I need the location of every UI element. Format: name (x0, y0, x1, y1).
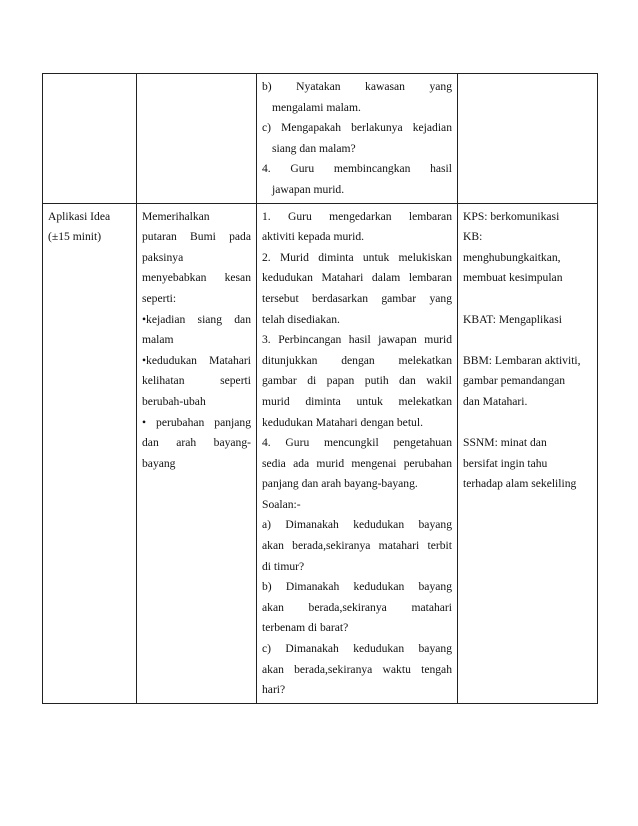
cell-line: panjang dan arah bayang-bayang. (262, 477, 418, 491)
cell-line: akan berada,sekiranya matahari terbit (262, 539, 452, 553)
cell-line: BBM: Lembaran aktiviti, (463, 353, 581, 367)
cell-line: •kedudukan Matahari (142, 353, 251, 367)
cell-line: murid diminta untuk melekatkan (262, 394, 452, 408)
cell-line: KPS: berkomunikasi (463, 209, 560, 223)
cell-line: malam (142, 333, 174, 347)
cell-notes-empty (458, 74, 598, 204)
cell-line: b) Dimanakah kedudukan bayang (262, 580, 452, 594)
cell-notes (458, 203, 598, 703)
cell-line: c) Mengapakah berlakunya kejadian (262, 121, 452, 135)
cell-line: 2. Murid diminta untuk melukiskan (262, 250, 452, 264)
cell-line: kedudukan Matahari dengan betul. (262, 415, 423, 429)
cell-line: dan Matahari. (463, 394, 528, 408)
table-row-continuation (43, 74, 598, 204)
cell-phase (43, 203, 137, 703)
cell-line: di timur? (262, 559, 305, 573)
cell-line: aktiviti kepada murid. (262, 230, 365, 244)
cell-line: sedia ada murid mengenai perubahan (262, 456, 452, 470)
cell-line: KB: (463, 230, 483, 244)
cell-line: (±15 minit) (48, 230, 102, 244)
cell-content-empty (137, 74, 257, 204)
lesson-plan-table (42, 73, 598, 704)
cell-line: menghubungkaitkan, (463, 250, 561, 264)
cell-line: dan arah bayang- (142, 436, 251, 450)
cell-line: telah disediakan. (262, 312, 340, 326)
cell-line: seperti: (142, 291, 177, 305)
cell-line: b) Nyatakan kawasan yang (262, 80, 452, 93)
cell-line: bayang (142, 456, 176, 470)
cell-line: gambar pemandangan (463, 374, 566, 388)
cell-line: Memerihalkan (142, 209, 210, 223)
cell-line: 4. Guru membincangkan hasil (262, 162, 452, 176)
cell-line: 1. Guru mengedarkan lembaran (262, 209, 452, 223)
cell-line: mengalami malam. (272, 100, 361, 114)
cell-line: 3. Perbincangan hasil jawapan murid (262, 333, 452, 347)
cell-line: kedudukan Matahari dalam lembaran (262, 271, 452, 285)
cell-line: SSNM: minat dan (463, 436, 547, 450)
cell-line: ditunjukkan dengan melekatkan (262, 353, 452, 367)
cell-line: terhadap alam sekeliling (463, 477, 577, 491)
cell-line: c) Dimanakah kedudukan bayang (262, 642, 452, 656)
cell-line: hari? (262, 683, 286, 697)
cell-line: membuat kesimpulan (463, 271, 563, 285)
cell-line: 4. Guru mencungkil pengetahuan (262, 436, 452, 450)
cell-line: kelihatan seperti (142, 374, 251, 388)
cell-line (463, 289, 592, 310)
cell-line (463, 330, 592, 351)
cell-activities-continued (257, 74, 458, 204)
cell-line: • perubahan panjang (142, 415, 251, 429)
cell-line: paksinya (142, 250, 184, 264)
cell-phase-empty (43, 74, 137, 204)
cell-line: KBAT: Mengaplikasi (463, 312, 562, 326)
cell-line: a) Dimanakah kedudukan bayang (262, 518, 452, 532)
cell-content (137, 203, 257, 703)
cell-line: gambar di papan putih dan wakil (262, 374, 452, 388)
cell-line: berubah-ubah (142, 394, 206, 408)
cell-line (463, 413, 592, 434)
cell-line: akan berada,sekiranya matahari (262, 600, 452, 614)
cell-line: tersebut berdasarkan gambar yang (262, 291, 452, 305)
cell-line: siang dan malam? (272, 141, 356, 155)
cell-line: bersifat ingin tahu (463, 456, 548, 470)
cell-line: •kejadian siang dan (142, 312, 251, 326)
cell-line: akan berada,sekiranya waktu tengah (262, 662, 452, 676)
cell-line: Aplikasi Idea (48, 209, 111, 223)
cell-line: Soalan:- (262, 497, 301, 511)
cell-line: putaran Bumi pada (142, 230, 251, 244)
cell-line: menyebabkan kesan (142, 271, 251, 285)
cell-line: jawapan murid. (272, 182, 345, 196)
cell-line: terbenam di barat? (262, 621, 349, 635)
cell-activities (257, 203, 458, 703)
table-row-aplikasi-idea (43, 203, 598, 703)
